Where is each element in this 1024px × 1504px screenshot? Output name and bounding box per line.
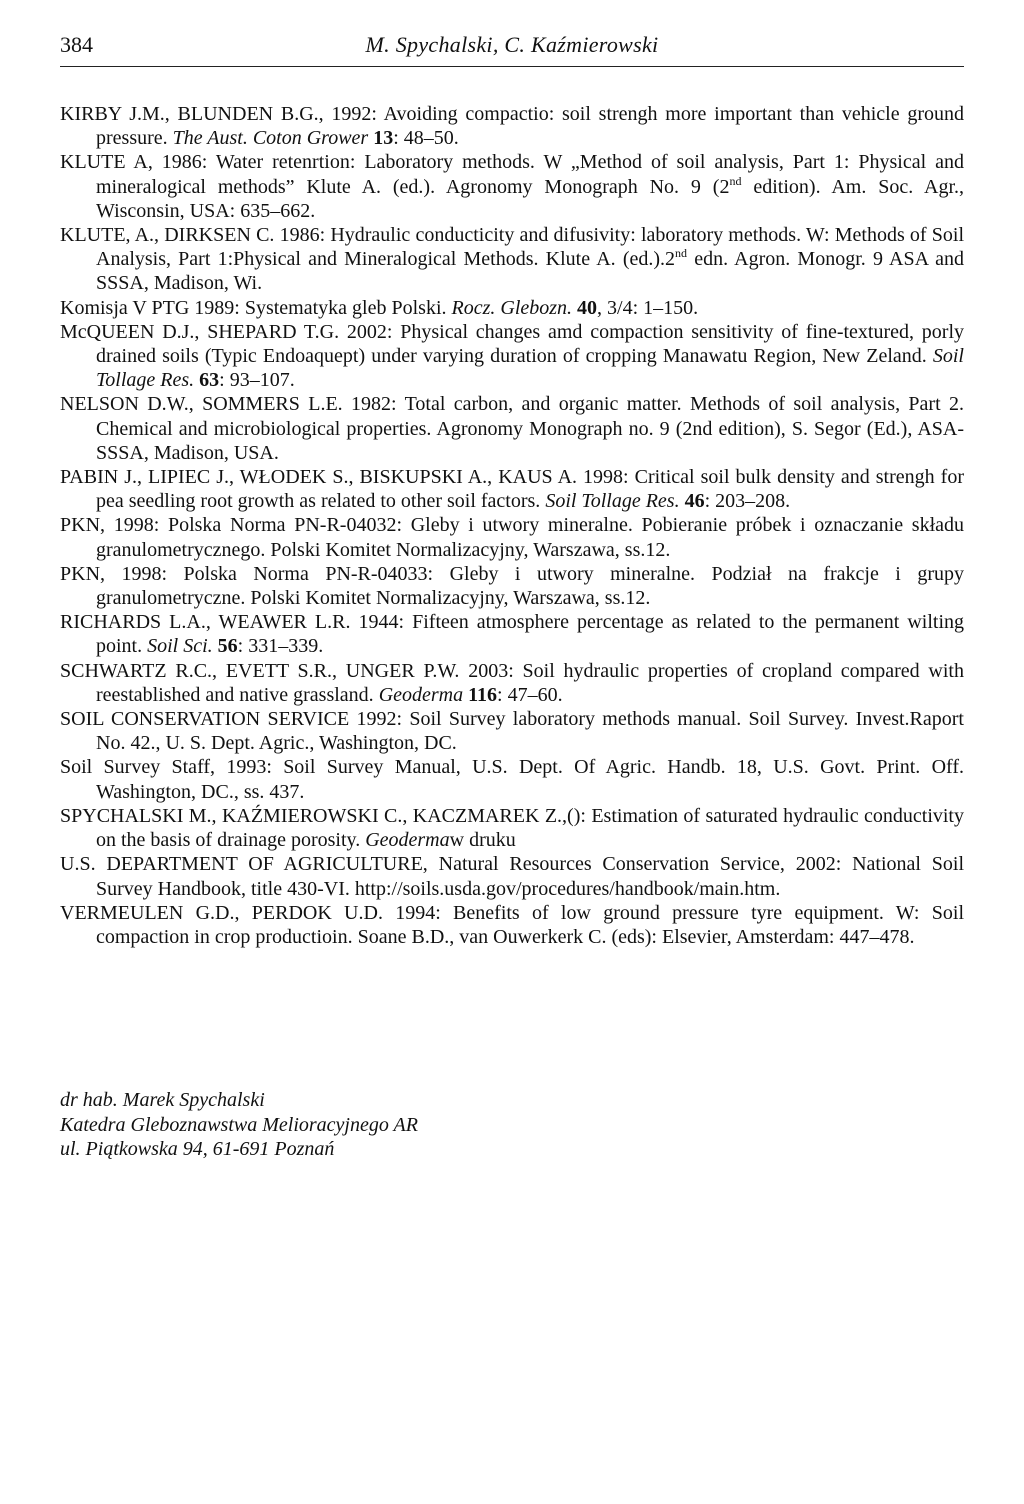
reference-entry [60, 296, 964, 320]
reference-entry [60, 610, 964, 658]
reference-text: SPYCHALSKI M., KAŹMIEROWSKI C., KACZMAREK Z.,(): Estimation of saturated hydraulic conductivity on the basis of drainage porosity. [60, 804, 964, 852]
reference-entry [60, 901, 964, 949]
reference-entry [60, 223, 964, 296]
reference-text: NELSON D.W., SOMMERS L.E. 1982: Total carbon, and organic matter. Methods of soil analysis, Part 2. Chemical and microbiological properties. Agronomy Monograph no. 9 (2nd edition), S. Segor (Ed.), ASA-SSSA, Madison, USA. [60, 393, 964, 464]
reference-text: : 331–339. [237, 635, 324, 658]
reference-entry [60, 150, 964, 223]
reference-text: , 3/4: 1–150. [597, 296, 699, 319]
author-affiliation [60, 1088, 760, 1162]
reference-entry [60, 562, 964, 610]
reference-text: Geoderma [378, 683, 464, 706]
department-name: Katedra Gleboznawstwa Melioracyjnego AR [60, 1113, 418, 1136]
reference-text: Rocz. Glebozn. [451, 296, 573, 319]
reference-text: 46 [684, 490, 705, 513]
reference-entry [60, 852, 964, 900]
reference-entry [60, 320, 964, 393]
reference-text: nd [729, 173, 742, 188]
reference-text: 116 [468, 683, 498, 706]
reference-text: 63 [199, 369, 220, 392]
reference-entry [60, 804, 964, 852]
reference-text: : 203–208. [704, 490, 791, 513]
reference-text: Soil Survey Staff, 1993: Soil Survey Manual, U.S. Dept. Of Agric. Handb. 18, U.S. Govt. Print. Off. Washington, DC., ss. 437. [60, 756, 964, 803]
reference-text: Soil Tollage Res. [96, 345, 964, 392]
reference-text: : 48–50. [393, 127, 459, 150]
reference-entry [60, 755, 964, 803]
reference-text: edition). Am. Soc. Agr., Wisconsin, USA: 635–662. [96, 175, 965, 222]
reference-list [60, 102, 964, 949]
reference-text: KIRBY J.M., BLUNDEN B.G., 1992: Avoiding compactio: soil strengh more important than vehicle ground pressure. [60, 103, 964, 150]
address: ul. Piątkowska 94, 61-691 Poznań [60, 1138, 335, 1160]
reference-text: Komisja V PTG 1989: Systematyka gleb Polski. [60, 296, 452, 319]
reference-text: KLUTE, A., DIRKSEN C. 1986: Hydraulic conducticity and difusivity: laboratory methods. W: Methods of Soil Analysis, Part 1:Physical and Mineralogical Methods. Klute A. (ed.).2 [60, 224, 964, 271]
author-name: dr hab. Marek Spychalski [60, 1089, 265, 1111]
reference-text: The Aust. Coton Grower [172, 127, 369, 150]
reference-text: RICHARDS L.A., WEAWER L.R. 1944: Fifteen atmosphere percentage as related to the permanent wilting point. [60, 611, 964, 658]
reference-text: SCHWARTZ R.C., EVETT S.R., UNGER P.W. 2003: Soil hydraulic properties of cropland compared with reestablished and native grassland. [60, 659, 964, 706]
running-header [60, 30, 964, 67]
reference-entry [60, 707, 964, 755]
reference-text: Geoderma [365, 829, 450, 852]
reference-text: edn. Agron. Monogr. 9 ASA and SSSA, Madison, Wi. [96, 248, 964, 295]
page-number: 384 [60, 32, 93, 57]
reference-entry [60, 513, 964, 561]
reference-text: Soil Sci. [147, 635, 213, 658]
reference-text: 13 [373, 127, 394, 150]
reference-text: nd [675, 246, 688, 261]
reference-text: PKN, 1998: Polska Norma PN-R-04032: Gleby i utwory mineralne. Pobieranie próbek i oznaczanie składu granulometrycznego. Polski Komitet Normalizacyjny, Warszawa, ss.12. [60, 514, 964, 561]
reference-text: VERMEULEN G.D., PERDOK U.D. 1994: Benefits of low ground pressure tyre equipment. W: Soil compaction in crop productioin. Soane B.D., van Ouwerkerk C. (eds): Elsevier, Amsterdam: 447–478. [60, 901, 964, 948]
reference-text: : 93–107. [219, 369, 295, 392]
reference-text: w druku [449, 829, 516, 852]
reference-text: 40 [577, 296, 598, 319]
reference-text: SOIL CONSERVATION SERVICE 1992: Soil Survey laboratory methods manual. Soil Survey. Invest.Raport No. 42., U. S. Dept. Agric., Washington, DC. [60, 708, 964, 755]
reference-entry [60, 392, 964, 465]
reference-entry [60, 102, 964, 150]
reference-text: Soil Tollage Res. [545, 490, 680, 513]
reference-text: McQUEEN D.J., SHEPARD T.G. 2002: Physical changes amd compaction sensitivity of fine-textured, porly drained soils (Typic Endoaquept) under varying duration of cropping Manawatu Region, New Zeland. [60, 320, 964, 368]
reference-text: PABIN J., LIPIEC J., WŁODEK S., BISKUPSKI A., KAUS A. 1998: Critical soil bulk density and strengh for pea seedling root growth as related to other soil factors. [60, 466, 964, 513]
reference-text: U.S. DEPARTMENT OF AGRICULTURE, Natural Resources Conservation Service, 2002: National Soil Survey Handbook, title 430-VI. http://soils.usda.gov/procedures/handbook/main.htm. [60, 853, 964, 900]
reference-text: KLUTE A, 1986: Water retenrtion: Laboratory methods. W „Method of soil analysis, Part 1: Physical and mineralogical methods” Klute A. (ed.). Agronomy Monograph No. 9 (2 [60, 151, 964, 198]
running-title: M. Spychalski, C. Kaźmierowski [365, 32, 659, 57]
reference-entry [60, 659, 964, 707]
reference-text: PKN, 1998: Polska Norma PN-R-04033: Gleby i utwory mineralne. Podział na frakcje i grupy granulometryczne. Polski Komitet Normalizacyjny, Warszawa, ss.12. [60, 562, 964, 610]
reference-text: : 47–60. [497, 683, 563, 706]
reference-entry [60, 465, 964, 513]
reference-text: 56 [217, 635, 238, 658]
